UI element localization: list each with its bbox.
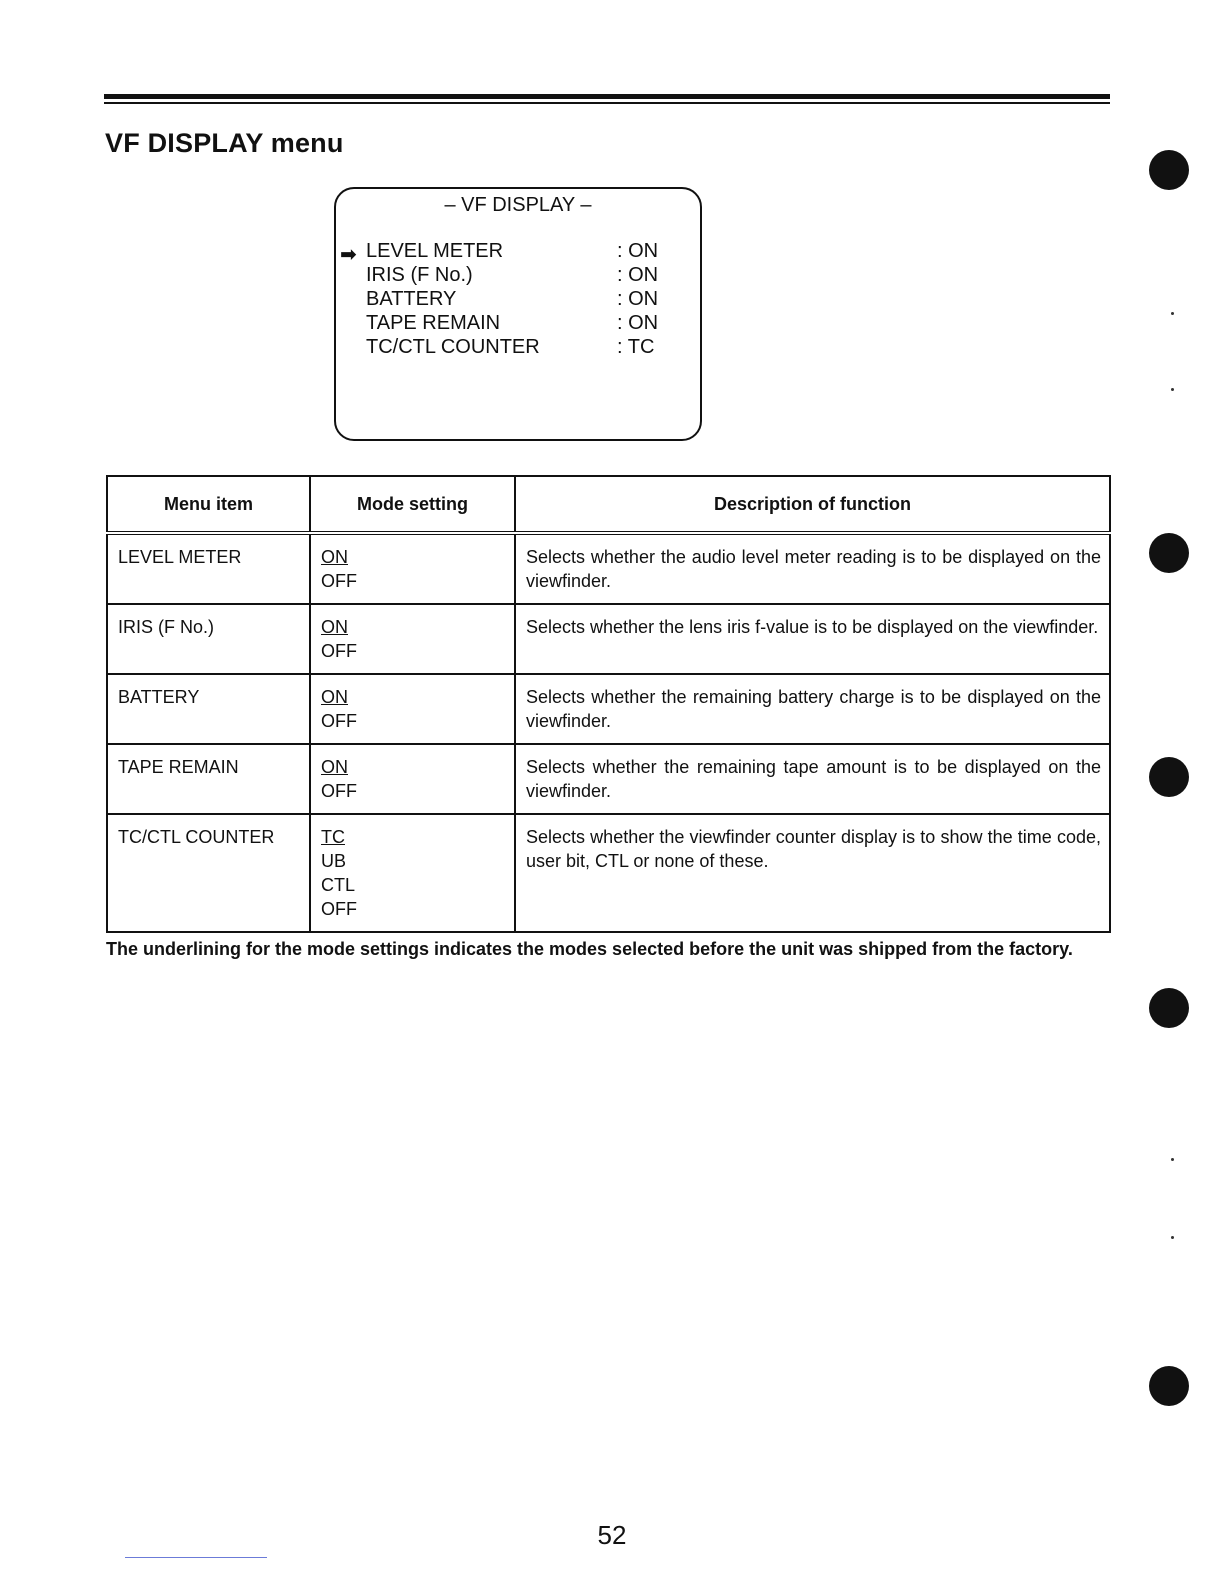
- header-rule-thick: [104, 94, 1110, 99]
- binding-hole: [1149, 533, 1189, 573]
- mode-option: CTL: [321, 875, 356, 895]
- scan-artifact-line: [125, 1557, 267, 1558]
- mode-option: OFF: [321, 899, 357, 919]
- scan-speck: [1171, 388, 1174, 391]
- scan-speck: [1171, 312, 1174, 315]
- menu-item-name: TAPE REMAIN: [366, 312, 501, 334]
- binding-hole: [1149, 757, 1189, 797]
- cell-mode-setting: [310, 604, 515, 674]
- mode-option-default: TC: [321, 827, 345, 847]
- header-description: Description of function: [515, 476, 1110, 533]
- page-number: 52: [597, 1520, 627, 1550]
- mode-option-default: ON: [321, 617, 348, 637]
- mode-option: OFF: [321, 781, 357, 801]
- cell-mode-setting: [310, 674, 515, 744]
- mode-option: UB: [321, 851, 347, 871]
- table-header-row: [107, 476, 1110, 533]
- scan-speck: [1171, 1158, 1174, 1161]
- header-rule-thin: [104, 102, 1110, 104]
- menu-item-value: : ON: [617, 288, 659, 310]
- cell-mode-setting: [310, 533, 515, 604]
- menu-item-name: LEVEL METER: [366, 240, 504, 262]
- mode-option: OFF: [321, 711, 357, 731]
- factory-default-note: The underlining for the mode settings indicates the modes selected before the unit was shipped from the factory.: [106, 939, 1073, 959]
- header-menu-item: Menu item: [107, 476, 310, 533]
- cell-menu-item: IRIS (F No.): [107, 604, 310, 674]
- table-row: [107, 814, 1110, 932]
- mode-option-default: ON: [321, 687, 348, 707]
- table-row: [107, 674, 1110, 744]
- menu-item-name: IRIS (F No.): [366, 264, 473, 286]
- table-row: [107, 604, 1110, 674]
- cell-mode-setting: [310, 744, 515, 814]
- table-row: [107, 744, 1110, 814]
- menu-item-name: TC/CTL COUNTER: [366, 336, 540, 358]
- vf-display-menu-screen: [334, 187, 702, 441]
- mode-option: OFF: [321, 571, 357, 591]
- cell-menu-item: BATTERY: [107, 674, 310, 744]
- arrow-right-icon: ➡: [340, 244, 357, 266]
- cell-description: Selects whether the lens iris f-value is to be displayed on the viewfinder.: [515, 604, 1110, 674]
- scan-speck: [1171, 1236, 1174, 1239]
- menu-heading: – VF DISPLAY –: [444, 194, 592, 216]
- cell-menu-item: LEVEL METER: [107, 533, 310, 604]
- binding-hole: [1149, 988, 1189, 1028]
- cell-description: Selects whether the remaining tape amount is to be displayed on the viewfinder.: [515, 744, 1110, 814]
- mode-option-default: ON: [321, 547, 348, 567]
- binding-hole: [1149, 150, 1189, 190]
- mode-option: OFF: [321, 641, 357, 661]
- page-title: VF DISPLAY menu: [105, 128, 344, 158]
- cell-description: Selects whether the viewfinder counter display is to show the time code, user bit, CTL or none of these.: [515, 814, 1110, 932]
- cell-menu-item: TC/CTL COUNTER: [107, 814, 310, 932]
- mode-option-default: ON: [321, 757, 348, 777]
- menu-item-value: : ON: [617, 312, 659, 334]
- cell-description: Selects whether the remaining battery charge is to be displayed on the viewfinder.: [515, 674, 1110, 744]
- header-mode-setting: Mode setting: [310, 476, 515, 533]
- binding-hole: [1149, 1366, 1189, 1406]
- vf-display-settings-table: [106, 475, 1111, 933]
- menu-item-value: : ON: [617, 240, 659, 262]
- menu-item-value: : ON: [617, 264, 659, 286]
- menu-item-value: : TC: [617, 336, 655, 358]
- table-row: [107, 533, 1110, 604]
- cell-mode-setting: [310, 814, 515, 932]
- menu-item-name: BATTERY: [366, 288, 457, 310]
- cell-menu-item: TAPE REMAIN: [107, 744, 310, 814]
- cell-description: Selects whether the audio level meter reading is to be displayed on the viewfinder.: [515, 533, 1110, 604]
